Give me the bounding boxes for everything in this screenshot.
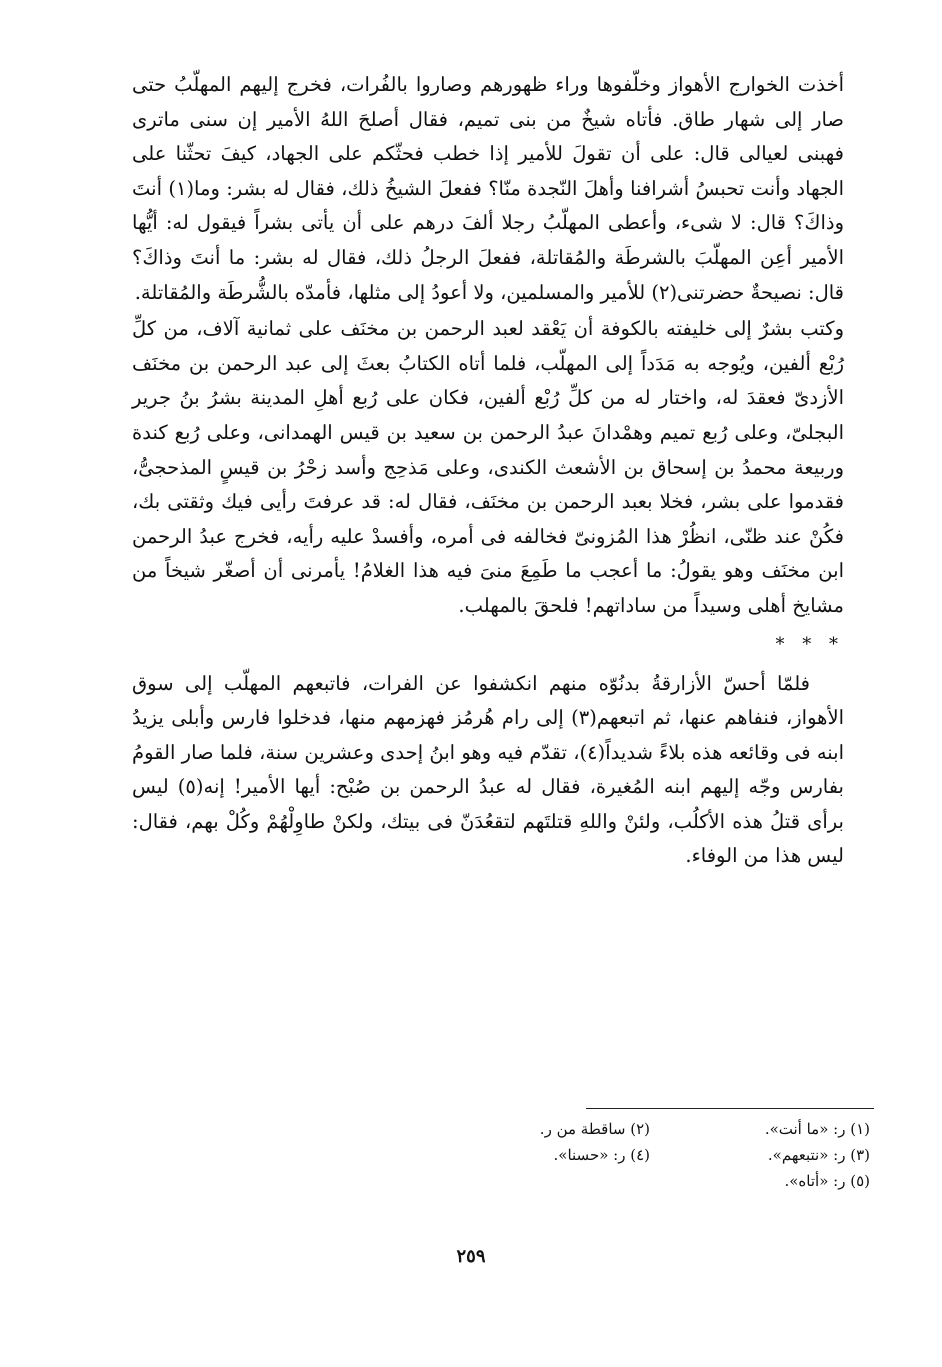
footnote-4: (٤) ر: «حسنا». <box>553 1146 650 1164</box>
footnote-1: (١) ر: «ما أنت». <box>764 1120 870 1138</box>
footnote-row <box>410 1168 870 1194</box>
section-separator: * * * <box>775 633 844 655</box>
paragraph-3: فلمّا أحسّ الأزارقةُ بدنُوّه منهم انكشفوا عن الفرات، فاتبعهم المهلّب إلى سوق الأهواز، فنفاهم عنها، ثم اتبعهم(٣) إلى رام هُرمُز فهزمهم منها، فدخلوا فارس وأبلى يزيدُ ابنه فى وقائعه هذه بلاءً شديداً(٤)، تقدّم فيه وهو ابنُ إحدى وعشرين سنة، فلما صار القومُ بفارس وجّه إليهم ابنه المُغيرة، فقال له عبدُ الرحمن بن صُبْح: أيها الأمير! إنه(٥) ليس برأى قتلُ هذه الأكلُب، ولئنْ واللهِ قتلتَهم لتقعُدَنّ فى بيتك، ولكنْ طاوِلْهُمْ وكُلْ بهم، فقال: ليس هذا من الوفاء. <box>132 671 845 868</box>
footnote-row <box>410 1142 870 1168</box>
footnote-2: (٢) ساقطة من ر. <box>539 1120 650 1138</box>
paragraph-1: أخذت الخوارج الأهواز وخلّفوها وراء ظهورهم وصاروا بالفُرات، فخرج إليهم المهلّبُ حتى صار إلى شهار طاق. فأتاه شيخٌ من بنى تميم، فقال أصلحَ اللهُ الأمير إن سنى ماترى فهبنى لعيالى قال: على أن تقولَ للأمير إذا خطب فحثّكم على الجهاد، كيفَ تحثّنا على الجهاد وأنت تحبسُ أشرافنا وأهلَ النّجدة منّا؟ ففعلَ الشيخُ ذلك، فقال له بشر: وما(١) أنتَ وذاكَ؟ قال: لا شىء، وأعطى المهلّبُ رجلا ألفَ درهم على أن يأتى بشراً فيقول له: أيُّها الأمير أعِن المهلّبَ بالشرطَة والمُقاتلة، ففعلَ الرجلُ ذلك، فقال له بشر: ما أنتَ وذاكَ؟ قال: نصيحةٌ حضرتنى(٢) للأمير والمسلمين، ولا أعودُ إلى مثلها، فأمدّه بالشُّرطَة والمُقاتلة. <box>132 73 844 304</box>
footnote-empty <box>430 1168 650 1194</box>
footnote-rule <box>586 1108 874 1109</box>
main-text <box>132 68 844 874</box>
paragraph-2: وكتب بشرٌ إلى خليفته بالكوفة أن يَعْقد لعبد الرحمن بن مخنَف على ثمانية آلاف، من كلِّ رُبْع ألفين، ويُوجه به مَدَداً إلى المهلّب، فلما أتاه الكتابُ بعثَ إلى عبد الرحمن بن مخنَف الأزدىّ فعقدَ له، واختار له من كلِّ رُبْع ألفين، فكان على رُبع أهلِ المدينة بشرُ بنُ جرير البجلىّ، وعلى رُبع تميم وهمْدانَ عبدُ الرحمن بن سعيد بن قيس الهمدانى، وعلى رُبع كندة وربيعة محمدُ بن إسحاق بن الأشعث الكندى، وعلى مَذحِج وأسد زحْرُ بن قيسٍ المذحجىُّ، فقدموا على بشر، فخلا بعبد الرحمن بن مخنَف، فقال له: قد عرفتَ رأيى فيك وثقتى بك، فكُنْ عند ظنّى، انظُرْ هذا المُزونىّ فخالفه فى أمره، وأفسدْ عليه رأيه، فخرج عبدُ الرحمن ابن مخنَف وهو يقولُ: ما أعجب ما طَمِعَ منىَ فيه هذا الغلامُ! يأمرنى أن أصغّر شيخاً من مشايخ أهلى وسيداً من ساداتهم! فلحقَ بالمهلب. <box>132 317 844 617</box>
page-number: ٢٥٩ <box>456 1246 486 1267</box>
footnotes <box>410 1116 870 1194</box>
footnote-3: (٣) ر: «نتبعهم». <box>767 1146 870 1164</box>
footnote-row <box>410 1116 870 1142</box>
footnote-5: (٥) ر: «أتاه». <box>784 1172 870 1190</box>
